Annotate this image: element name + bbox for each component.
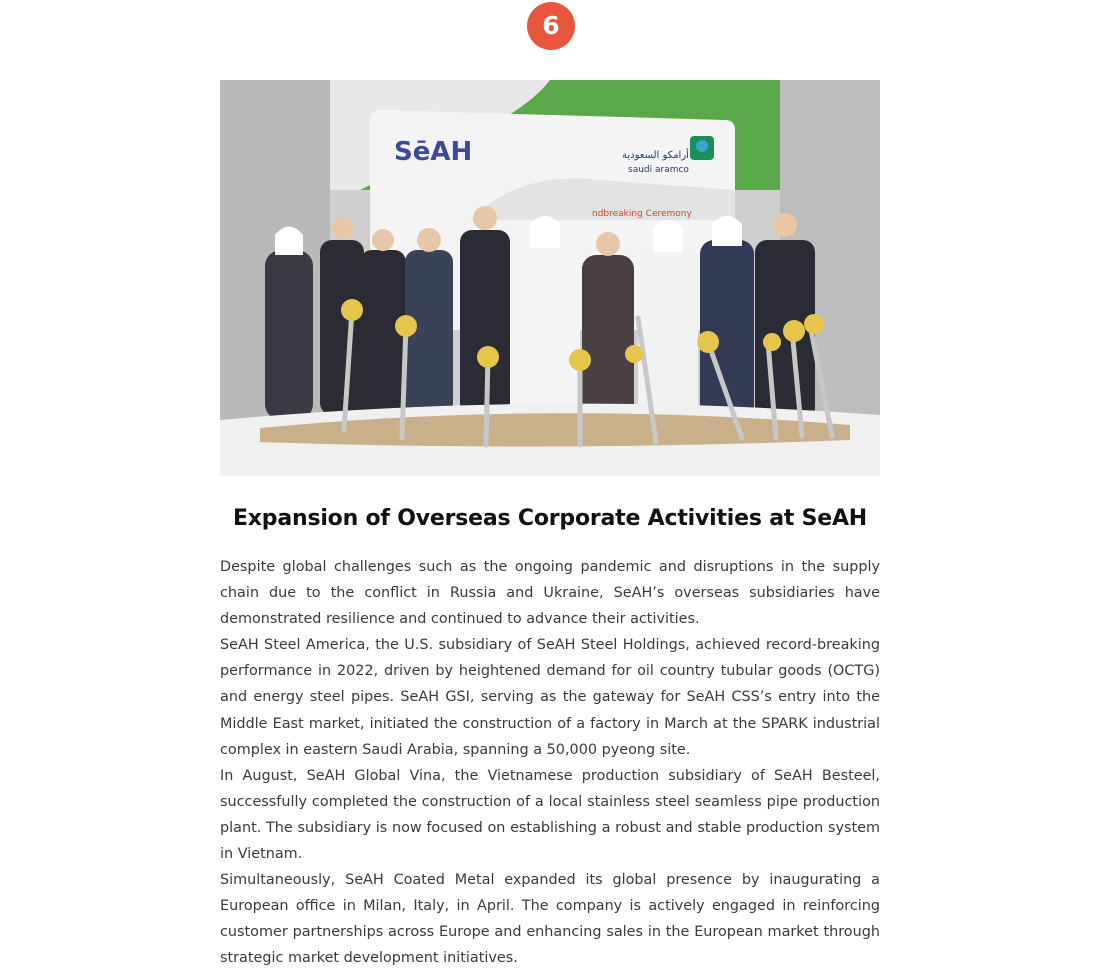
ceremony-photo: [220, 80, 880, 476]
article-paragraph: Despite global challenges such as the ongoing pandemic and disruptions in the supply chain due to the conflict in Russia and Ukraine, SeAH’s overseas subsidiaries have demonstrated resilience and continued to advance their activities.: [220, 559, 880, 628]
ceremony-banner-text: ndbreaking Ceremony: [592, 209, 692, 219]
article-paragraph: In August, SeAH Global Vina, the Vietnamese production subsidiary of SeAH Besteel, successfully completed the construction of a local stainless steel seamless pipe production plant. The subsidiary is now focused on establishing a robust and stable production system in Vietnam.: [220, 767, 880, 863]
seah-logo: SēAH: [394, 137, 473, 167]
article-title: Expansion of Overseas Corporate Activities at SeAH: [232, 506, 868, 531]
section-number-badge: 6: [527, 2, 575, 50]
article-paragraph: SeAH Steel America, the U.S. subsidiary of SeAH Steel Holdings, achieved record-breaking performance in 2022, driven by heightened demand for oil country tubular goods (OCTG) and energy steel pipes. SeAH GSI, serving as the gateway for SeAH CSS’s entry into the Middle East market, initiated the construction of a factory in March at the SPARK industrial complex in eastern Saudi Arabia, spanning a 50,000 pyeong site.: [220, 637, 880, 758]
aramco-latin-logo: saudi aramco: [628, 165, 689, 175]
article-paragraph: Simultaneously, SeAH Coated Metal expanded its global presence by inaugurating a European office in Milan, Italy, in April. The company is actively engaged in reinforcing customer partnerships across Europe and enhancing sales in the European market through strategic market development initiatives.: [220, 872, 880, 967]
aramco-arabic-logo: أرامكو السعودية: [622, 150, 689, 161]
article-body: [220, 554, 880, 972]
